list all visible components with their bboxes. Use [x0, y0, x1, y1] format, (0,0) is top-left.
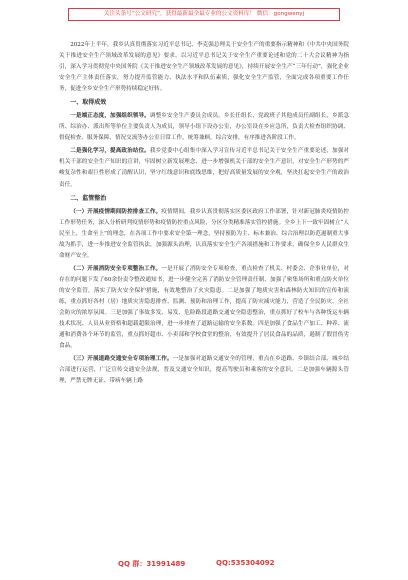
sec2-paragraph-2-text: 一是开展了消防安全专项检查，重点检查了机关、村委会、企事业单位，对存在的问题下发了60余份责令整改通知书，进一步健全完善了消防安全管理责任制，加强了密集场所和重点防火单位的安全监管，落实了防火安全保护措施，有效地整治了火灾隐患。二是加强了地质灾害和森林防火知识的宣传和演练，重点抓好各村（居）地质灾害隐患排查、监测、预防和治理工作，提高了防灾减灾能力，营造了全民防灾、全社会防灾的浓厚氛围。三是加强了事故多发、易发、危险路段道路交通安全隐患整治，重点抓好了校车与各种货运车辆技术状况、人员从业资格和超载超限治理，进一步排查了道路运输的安全系数。四是加强了食品生产加工、种养、流通和消费各个环节的监管，重点抓好超市、小卖部和学校食堂的整治，有效提升了居民食品的品质，遏制了假冒伪劣食品。 [59, 265, 349, 350]
sec1-paragraph-2-lead: 二是强化学习，提高政治站位。 [70, 148, 150, 155]
document-body [59, 40, 349, 389]
sec1-paragraph-1-text: 调整乡安全生产委员会成员，乡长任组长，党政班子其他成员任副组长，乡派急所、综治办、派出所等单位主要负责人为成员，领导小组下设办公室，办公室设在乡应急所，负责大检查组织协调、督促检查、服务保障、情况交流等办公室日常工作，统筹兼顾，综合安排，有序推进各阶段工作。 [59, 113, 349, 142]
sec2-paragraph-1-text: 疫情期间，我乡认真贯彻落实区委区政府工作部署，针对新冠肺炎疫情防控工作形势任务，深入分析研判疫情形势和疫情防控重点风险，分区分类精准落实管控措施。全乡上下一致牢固树立“人民至上，生命至上”的理念，在各项工作中要求安全第一理念，坚持预防为主、标本兼治、综合治理以防范遏制重大事故为抓手，进一步推进安全监管执法，加强源头治理，认真落实安全生产各项措施和工作要求，确保全乡人民群众生命财产安全。 [59, 208, 349, 259]
footer-contact [0, 559, 408, 573]
sec2-paragraph-2-lead: （二）开展消防安全专项整治工作。 [70, 265, 162, 272]
sec2-paragraph-3-text: 一是加强对道路交通安全的管理，重点在乡道路、乡镇结合部、城乡结合部进行运营，广泛宣传交通安全法规，普及交通安全知识，提高驾驶员和乘客的安全意识。二是加强车辆源头管理，严禁无牌无证、带病车辆上路 [59, 356, 349, 385]
sec2-paragraph-1-lead: （一）开展疫情期间防控排查工作。 [70, 208, 162, 215]
sec1-paragraph-1-lead: 一是端正态度，加强组织领导。 [70, 113, 150, 120]
section-2-heading: 二、监管整治 [70, 194, 107, 202]
sec1-paragraph-2-text: 我乡党委中心组集中深入学习宣传习近平总书记关于安全生产重要论述，加强对机关干部的安全生产知识的宣讲，牢固树立新发展理念，进一步增强机关干部的安全生产意识，对安全生产形势的严峻复杂性和艰巨性形成了清醒认识，坚守红线意识和底线思维，把好高质量发展的安全观，坚决扛起安全生产的政治责任。 [59, 148, 349, 188]
intro-paragraph: 2022年上半年，我乡认真贯彻落实习近平总书记、李克强总理关于安全生产的重要指示精神和《中共中央国务院关于推进安全生产领域改革发展的意见》要求，以习近平总书记关于安全生产重要论述和党的二十大会议精神为指引，深入学习贯彻党中央国务院《关于推进安全生产领域改革发展的意见》，持续开展安全生产“三年行动”，强化企业安全生产主体责任落实，努力提升监管能力、执法水平和队伍素质，强化安全生产监管，全面完成各项重要工作任务，促进全乡安全生产形势持续稳定好转。 [59, 42, 349, 93]
qq-contact-number: QQ:535304092 [216, 559, 275, 567]
qq-group-number: QQ 群：31991489 [118, 560, 186, 568]
sec2-paragraph-3 [59, 354, 349, 387]
sec2-paragraph-1 [59, 207, 349, 262]
sec1-paragraph-2 [59, 146, 349, 190]
sec2-paragraph-2 [59, 264, 349, 352]
promo-banner: 关注头条号“公文研究”，获得最新最全最专业的公文资料库！ 微信：gongwenyj [68, 8, 340, 21]
sec1-paragraph-1 [59, 111, 349, 144]
section-1-heading: 一、取得成效 [70, 99, 107, 107]
sec2-paragraph-3-lead: （三）开展道路交通安全专项治理工作。 [70, 356, 173, 363]
